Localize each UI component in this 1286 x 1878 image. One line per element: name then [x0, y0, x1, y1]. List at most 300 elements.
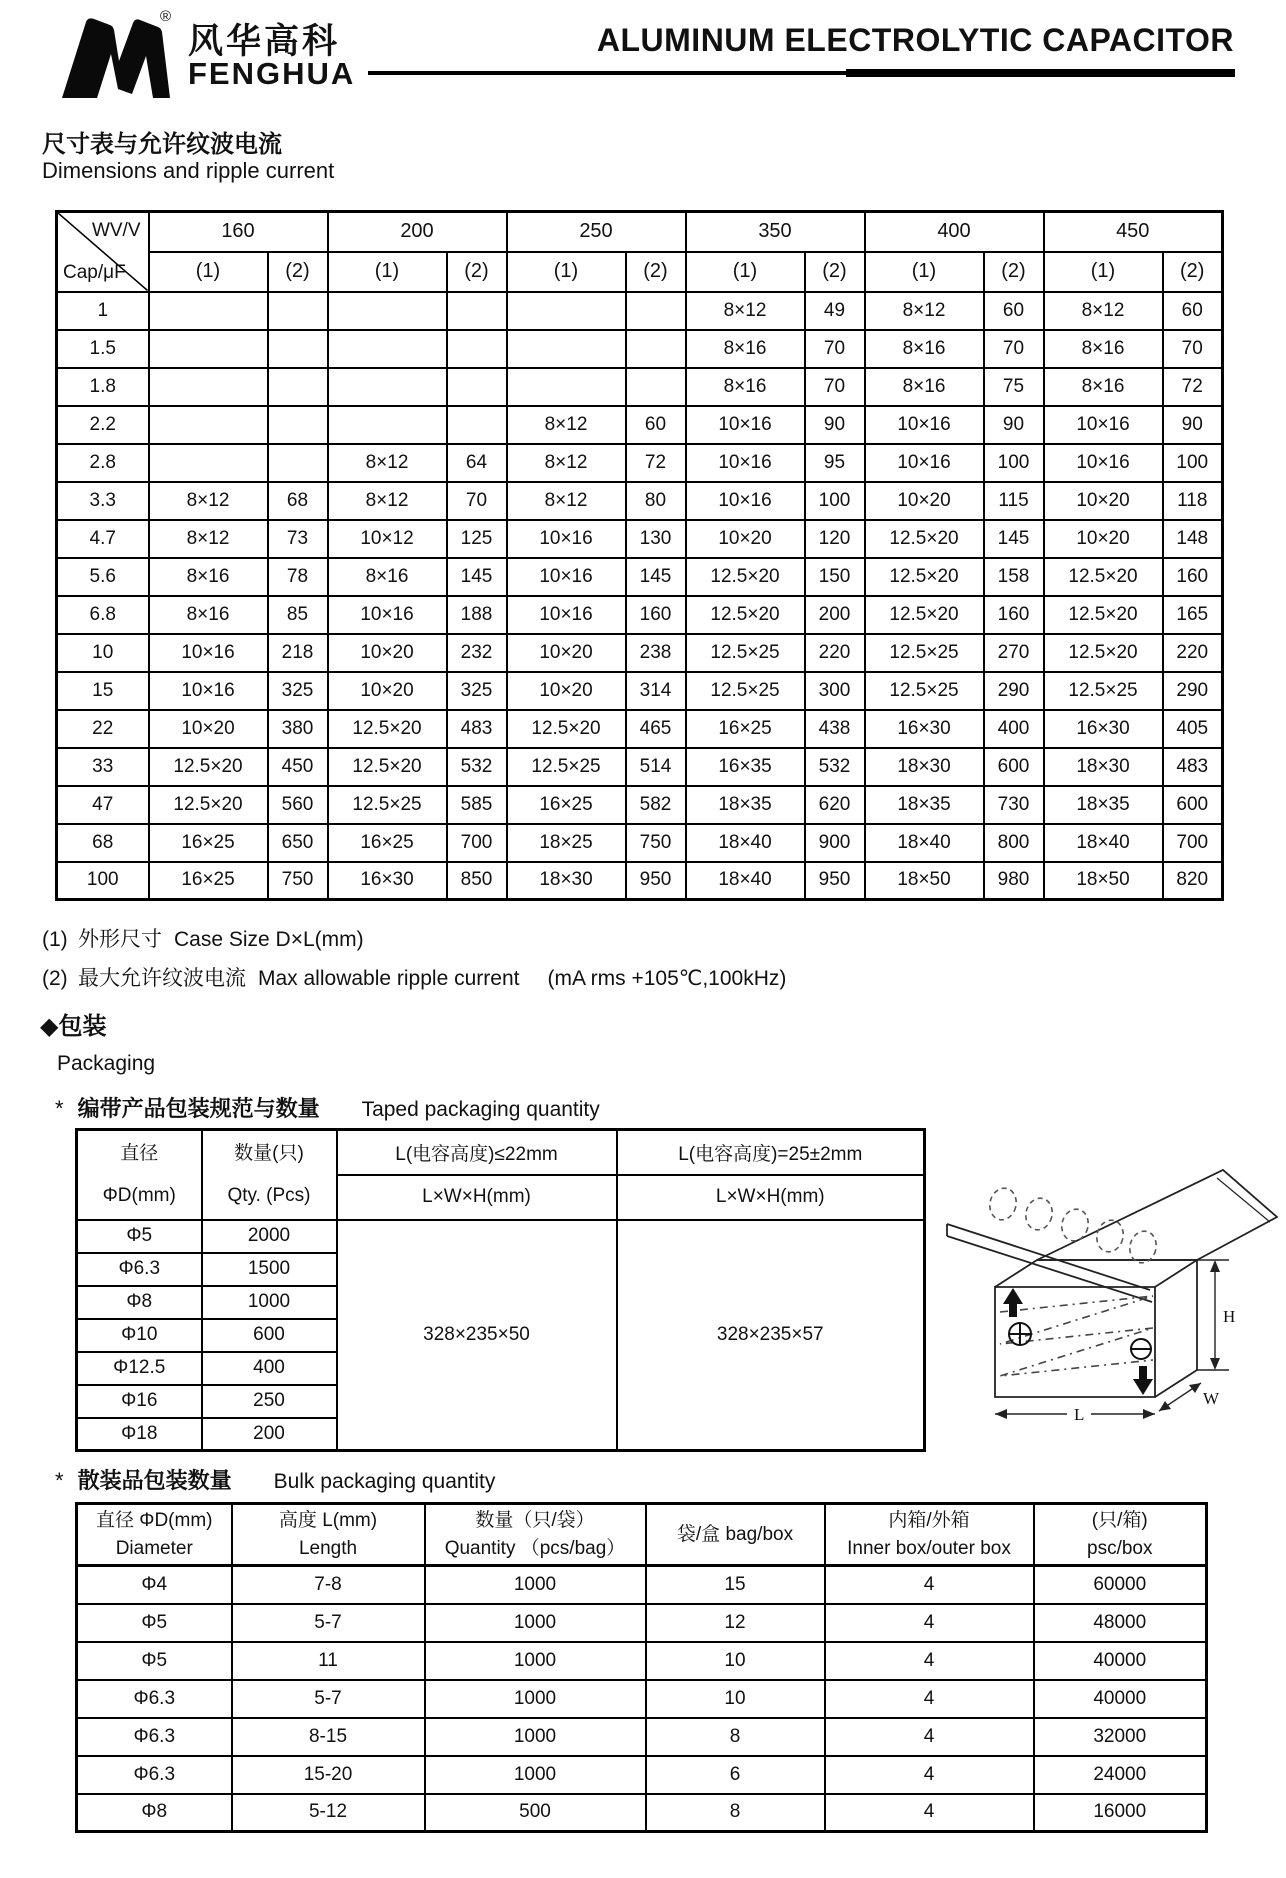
case-size-value: 12.5×20: [328, 748, 447, 786]
case-size-value: 12.5×20: [149, 786, 268, 824]
asterisk-bullet: *: [55, 1468, 64, 1493]
ripple-current-value: 78: [268, 558, 328, 596]
cap-value: 1: [57, 292, 149, 330]
ripple-current-value: 290: [1163, 672, 1223, 710]
case-size-value: 8×16: [1044, 330, 1163, 368]
taped-diameter-value: Φ6.3: [77, 1253, 202, 1286]
ripple-current-value: 314: [626, 672, 686, 710]
taped-col-diameter-cn: 直径: [120, 1142, 159, 1164]
case-size-value: [507, 330, 626, 368]
ripple-current-value: 145: [984, 520, 1044, 558]
case-size-value: 10×16: [507, 520, 626, 558]
case-size-value: 12.5×20: [149, 748, 268, 786]
footnote-2: [42, 959, 786, 998]
case-size-value: 16×30: [865, 710, 984, 748]
case-size-value: 10×20: [1044, 520, 1163, 558]
dim-row: [57, 862, 1223, 900]
ripple-current-value: 70: [805, 368, 865, 406]
ripple-current-value: 514: [626, 748, 686, 786]
taped-table-body: [77, 1220, 925, 1451]
case-size-value: 12.5×20: [865, 520, 984, 558]
bulk-bag-box-value: 15: [646, 1566, 825, 1604]
ripple-current-value: 80: [626, 482, 686, 520]
case-size-value: 10×16: [865, 406, 984, 444]
ripple-current-value: [268, 368, 328, 406]
bulk-length-value: 11: [232, 1642, 425, 1680]
dim-table-body: [57, 292, 1223, 900]
case-size-value: 12.5×20: [686, 596, 805, 634]
case-size-value: 10×16: [507, 558, 626, 596]
ripple-current-value: 730: [984, 786, 1044, 824]
dim-row: [57, 292, 1223, 330]
ripple-current-value: 980: [984, 862, 1044, 900]
case-size-value: [149, 292, 268, 330]
bulk-pcs-box-value: 24000: [1034, 1756, 1207, 1794]
case-size-value: 10×16: [507, 596, 626, 634]
taped-qty-value: 400: [202, 1352, 337, 1385]
bulk-col-bag-box: 袋/盒 bag/box: [646, 1504, 825, 1566]
cap-value: 5.6: [57, 558, 149, 596]
case-size-value: 16×30: [1044, 710, 1163, 748]
ripple-current-value: 300: [805, 672, 865, 710]
ripple-current-value: 600: [1163, 786, 1223, 824]
case-size-value: 16×25: [507, 786, 626, 824]
ripple-current-value: 115: [984, 482, 1044, 520]
sub-header-ripple: (2): [984, 252, 1044, 292]
bulk-bag-box-value: 8: [646, 1718, 825, 1756]
bulk-col-inner-outer: 内箱/外箱 Inner box/outer box: [825, 1504, 1034, 1566]
cap-value: 68: [57, 824, 149, 862]
taped-col-lwh: L×W×H(mm): [337, 1175, 617, 1220]
bulk-inner-outer-value: 4: [825, 1642, 1034, 1680]
bulk-diameter-value: Φ6.3: [77, 1718, 232, 1756]
case-size-value: 10×20: [507, 634, 626, 672]
dim-row: [57, 558, 1223, 596]
bulk-heading: [55, 1464, 495, 1495]
ripple-current-value: 64: [447, 444, 507, 482]
taped-heading-cn: 编带产品包装规范与数量: [77, 1096, 320, 1121]
dim-header-sub: [57, 252, 1223, 292]
ripple-current-value: 160: [1163, 558, 1223, 596]
case-size-value: 8×16: [328, 558, 447, 596]
cap-value: 3.3: [57, 482, 149, 520]
ripple-current-value: 220: [1163, 634, 1223, 672]
bulk-qty-bag-value: 500: [425, 1794, 646, 1832]
case-size-value: 12.5×25: [686, 672, 805, 710]
sub-header-ripple: (2): [447, 252, 507, 292]
section-title-en: Dimensions and ripple current: [42, 158, 335, 183]
bulk-pcs-box-value: 40000: [1034, 1680, 1207, 1718]
bulk-row: [77, 1604, 1207, 1642]
ripple-current-value: 150: [805, 558, 865, 596]
taped-heading: [55, 1092, 600, 1123]
ripple-current-value: [447, 292, 507, 330]
sub-header-ripple: (2): [626, 252, 686, 292]
ripple-current-value: 238: [626, 634, 686, 672]
case-size-value: 10×20: [328, 634, 447, 672]
taped-col-lwh: L×W×H(mm): [617, 1175, 925, 1220]
bulk-inner-outer-value: 4: [825, 1680, 1034, 1718]
bulk-inner-outer-value: 4: [825, 1756, 1034, 1794]
bulk-packaging-table: [75, 1502, 1208, 1833]
taped-qty-value: 2000: [202, 1220, 337, 1253]
cap-value: 2.2: [57, 406, 149, 444]
ripple-current-value: 60: [1163, 292, 1223, 330]
case-size-value: [507, 368, 626, 406]
ripple-current-value: 72: [626, 444, 686, 482]
footnotes: [42, 920, 786, 998]
case-size-value: 18×35: [686, 786, 805, 824]
dim-row: [57, 368, 1223, 406]
taped-col-diameter: [77, 1130, 202, 1220]
bulk-bag-box-value: 10: [646, 1680, 825, 1718]
ripple-current-value: 218: [268, 634, 328, 672]
footnote-1: [42, 920, 786, 959]
ripple-current-value: 125: [447, 520, 507, 558]
dim-label-l: L: [1074, 1405, 1085, 1424]
ripple-current-value: 145: [626, 558, 686, 596]
bulk-row: [77, 1794, 1207, 1832]
taped-qty-value: 250: [202, 1385, 337, 1418]
bulk-diameter-value: Φ8: [77, 1794, 232, 1832]
cap-value: 33: [57, 748, 149, 786]
ripple-current-value: 750: [268, 862, 328, 900]
case-size-value: 10×16: [865, 444, 984, 482]
case-size-value: 10×16: [149, 634, 268, 672]
ripple-current-value: 600: [984, 748, 1044, 786]
case-size-value: 8×12: [149, 482, 268, 520]
taped-col-height-22: L(电容高度)≤22mm: [337, 1130, 617, 1175]
case-size-value: 18×25: [507, 824, 626, 862]
taped-box-size-25: 328×235×57: [617, 1220, 925, 1451]
bulk-pcs-box-value: 16000: [1034, 1794, 1207, 1832]
case-size-value: 8×16: [686, 368, 805, 406]
bulk-length-value: 5-7: [232, 1604, 425, 1642]
bulk-inner-outer-value: 4: [825, 1604, 1034, 1642]
dim-header-voltages: [57, 212, 1223, 252]
brand-name-cn: 风华高科: [188, 22, 341, 61]
case-size-value: 18×40: [865, 824, 984, 862]
cap-value: 22: [57, 710, 149, 748]
bulk-qty-bag-value: 1000: [425, 1642, 646, 1680]
ripple-current-value: 49: [805, 292, 865, 330]
bulk-length-value: 7-8: [232, 1566, 425, 1604]
taped-col-qty: [202, 1130, 337, 1220]
ripple-current-value: 60: [984, 292, 1044, 330]
case-size-value: 18×40: [686, 862, 805, 900]
case-size-value: 8×16: [865, 368, 984, 406]
bulk-pcs-box-value: 48000: [1034, 1604, 1207, 1642]
ripple-current-value: 70: [1163, 330, 1223, 368]
taped-diameter-value: Φ12.5: [77, 1352, 202, 1385]
ripple-current-value: 188: [447, 596, 507, 634]
case-size-value: 18×50: [1044, 862, 1163, 900]
case-size-value: 10×20: [1044, 482, 1163, 520]
cap-value: 10: [57, 634, 149, 672]
taped-col-diameter-en: ΦD(mm): [102, 1184, 176, 1206]
dim-row: [57, 482, 1223, 520]
voltage-header: 160: [149, 212, 328, 252]
case-size-value: 18×50: [865, 862, 984, 900]
case-size-value: 12.5×20: [1044, 596, 1163, 634]
case-size-value: 12.5×20: [1044, 558, 1163, 596]
taped-qty-value: 200: [202, 1418, 337, 1451]
bulk-bag-box-value: 6: [646, 1756, 825, 1794]
dim-row: [57, 634, 1223, 672]
case-size-value: 8×12: [149, 520, 268, 558]
taped-qty-value: 600: [202, 1319, 337, 1352]
ripple-current-value: 165: [1163, 596, 1223, 634]
case-size-value: 8×12: [507, 482, 626, 520]
plus-terminal-icon: [1009, 1323, 1031, 1345]
case-size-value: 8×12: [686, 292, 805, 330]
case-size-value: 8×16: [686, 330, 805, 368]
bulk-qty-bag-value: 1000: [425, 1566, 646, 1604]
footnote-number: (1): [42, 928, 68, 951]
cap-value: 15: [57, 672, 149, 710]
bulk-qty-bag-value: 1000: [425, 1756, 646, 1794]
ripple-current-value: 60: [626, 406, 686, 444]
bulk-heading-cn: 散装品包装数量: [77, 1468, 232, 1493]
ripple-current-value: 750: [626, 824, 686, 862]
ripple-current-value: [268, 406, 328, 444]
minus-terminal-icon: [1131, 1339, 1151, 1359]
dim-row: [57, 672, 1223, 710]
case-size-value: 12.5×25: [328, 786, 447, 824]
taped-diameter-value: Φ18: [77, 1418, 202, 1451]
voltage-header: 400: [865, 212, 1044, 252]
ripple-current-value: [447, 368, 507, 406]
bulk-inner-outer-value: 4: [825, 1566, 1034, 1604]
taped-qty-value: 1000: [202, 1286, 337, 1319]
ripple-current-value: 820: [1163, 862, 1223, 900]
bulk-qty-bag-value: 1000: [425, 1718, 646, 1756]
bulk-header-row: [77, 1504, 1207, 1566]
ripple-current-value: 70: [984, 330, 1044, 368]
bulk-col-qty-bag: 数量（只/袋） Quantity （pcs/bag）: [425, 1504, 646, 1566]
ripple-current-value: [447, 330, 507, 368]
ripple-current-value: 72: [1163, 368, 1223, 406]
case-size-value: [328, 330, 447, 368]
case-size-value: 8×16: [865, 330, 984, 368]
case-size-value: 10×16: [686, 406, 805, 444]
taped-diameter-value: Φ5: [77, 1220, 202, 1253]
case-size-value: 12.5×20: [865, 558, 984, 596]
case-size-value: 10×16: [149, 672, 268, 710]
sub-header-case-size: (1): [149, 252, 268, 292]
bulk-bag-box-value: 12: [646, 1604, 825, 1642]
case-size-value: 18×35: [865, 786, 984, 824]
ripple-current-value: 532: [447, 748, 507, 786]
case-size-value: 10×20: [865, 482, 984, 520]
dim-row: [57, 786, 1223, 824]
bulk-row: [77, 1680, 1207, 1718]
case-size-value: 8×12: [328, 444, 447, 482]
title-underline: [368, 68, 1235, 78]
footnote-text-en: Case Size D×L(mm): [174, 928, 364, 951]
bulk-length-value: 8-15: [232, 1718, 425, 1756]
bulk-table-body: [77, 1566, 1207, 1832]
ripple-current-value: 438: [805, 710, 865, 748]
dim-corner-cell: [57, 212, 149, 292]
ripple-current-value: 483: [447, 710, 507, 748]
cap-value: 4.7: [57, 520, 149, 558]
bulk-inner-outer-value: 4: [825, 1718, 1034, 1756]
ripple-current-value: [626, 330, 686, 368]
taped-packaging-table: [75, 1128, 926, 1452]
ripple-current-value: 160: [984, 596, 1044, 634]
bulk-length-value: 15-20: [232, 1756, 425, 1794]
case-size-value: 16×35: [686, 748, 805, 786]
case-size-value: 10×20: [149, 710, 268, 748]
ripple-current-value: 465: [626, 710, 686, 748]
ripple-current-value: 800: [984, 824, 1044, 862]
case-size-value: [149, 444, 268, 482]
ripple-current-value: 232: [447, 634, 507, 672]
case-size-value: 12.5×25: [865, 634, 984, 672]
case-size-value: [328, 292, 447, 330]
voltage-header: 200: [328, 212, 507, 252]
taped-diameter-value: Φ16: [77, 1385, 202, 1418]
case-size-value: 10×20: [507, 672, 626, 710]
ripple-current-value: 585: [447, 786, 507, 824]
dim-row: [57, 520, 1223, 558]
ripple-current-value: 532: [805, 748, 865, 786]
case-size-value: 10×20: [686, 520, 805, 558]
ripple-current-value: [268, 444, 328, 482]
taped-capacitors: [987, 1185, 1160, 1265]
ripple-current-value: 270: [984, 634, 1044, 672]
bulk-col-length: 高度 L(mm) Length: [232, 1504, 425, 1566]
packaging-box-diagram: [945, 1162, 1286, 1440]
ripple-current-value: 158: [984, 558, 1044, 596]
ripple-current-value: 90: [1163, 406, 1223, 444]
dim-row: [57, 824, 1223, 862]
case-size-value: 12.5×20: [1044, 634, 1163, 672]
taped-diameter-value: Φ10: [77, 1319, 202, 1352]
case-size-value: 10×16: [686, 444, 805, 482]
ripple-current-value: 405: [1163, 710, 1223, 748]
bulk-qty-bag-value: 1000: [425, 1604, 646, 1642]
fenghua-logo-icon: [55, 14, 177, 100]
ripple-current-value: 118: [1163, 482, 1223, 520]
ripple-current-value: 850: [447, 862, 507, 900]
diamond-bullet-icon: ◆: [40, 1013, 59, 1040]
bulk-diameter-value: Φ5: [77, 1642, 232, 1680]
case-size-value: 10×16: [1044, 444, 1163, 482]
case-size-value: 12.5×25: [1044, 672, 1163, 710]
brand-name-en: FENGHUA: [188, 56, 356, 91]
ripple-current-value: 145: [447, 558, 507, 596]
case-size-value: 12.5×20: [865, 596, 984, 634]
sub-header-ripple: (2): [805, 252, 865, 292]
dim-row: [57, 710, 1223, 748]
ripple-current-value: 560: [268, 786, 328, 824]
ripple-current-value: 483: [1163, 748, 1223, 786]
case-size-value: 18×30: [865, 748, 984, 786]
bulk-row: [77, 1566, 1207, 1604]
taped-heading-en: Taped packaging quantity: [361, 1098, 600, 1121]
sub-header-case-size: (1): [686, 252, 805, 292]
ripple-current-value: 400: [984, 710, 1044, 748]
footnote-text-cn: 最大允许纹波电流: [78, 967, 246, 990]
taped-col-height-25: L(电容高度)=25±2mm: [617, 1130, 925, 1175]
ripple-current-value: 325: [268, 672, 328, 710]
dim-row: [57, 444, 1223, 482]
dim-row: [57, 748, 1223, 786]
asterisk-bullet: *: [55, 1096, 64, 1121]
ripple-current-value: 950: [805, 862, 865, 900]
cap-value: 2.8: [57, 444, 149, 482]
ripple-current-value: 582: [626, 786, 686, 824]
bulk-bag-box-value: 8: [646, 1794, 825, 1832]
bulk-diameter-value: Φ5: [77, 1604, 232, 1642]
case-size-value: 12.5×25: [507, 748, 626, 786]
bulk-row: [77, 1756, 1207, 1794]
ripple-current-value: 68: [268, 482, 328, 520]
case-size-value: 12.5×20: [507, 710, 626, 748]
packaging-title-cn: 包装: [58, 1013, 107, 1040]
ripple-current-value: 700: [447, 824, 507, 862]
case-size-value: 16×30: [328, 862, 447, 900]
footnote-condition: (mA rms +105℃,100kHz): [547, 967, 787, 990]
case-size-value: 10×12: [328, 520, 447, 558]
ripple-current-value: 73: [268, 520, 328, 558]
ripple-current-value: [447, 406, 507, 444]
ripple-current-value: 130: [626, 520, 686, 558]
case-size-value: 12.5×25: [865, 672, 984, 710]
case-size-value: 8×12: [328, 482, 447, 520]
ripple-current-value: 380: [268, 710, 328, 748]
ripple-current-value: 160: [626, 596, 686, 634]
ripple-current-value: 290: [984, 672, 1044, 710]
case-size-value: 8×12: [1044, 292, 1163, 330]
ripple-current-value: 90: [805, 406, 865, 444]
sub-header-case-size: (1): [865, 252, 984, 292]
dim-label-h: H: [1223, 1307, 1236, 1326]
case-size-value: 10×16: [1044, 406, 1163, 444]
bulk-diameter-value: Φ4: [77, 1566, 232, 1604]
voltage-header: 250: [507, 212, 686, 252]
corner-label-voltage: WV/V: [91, 220, 141, 241]
case-size-value: [328, 406, 447, 444]
bulk-pcs-box-value: 32000: [1034, 1718, 1207, 1756]
case-size-value: 16×25: [149, 862, 268, 900]
case-size-value: 10×16: [328, 596, 447, 634]
case-size-value: [149, 330, 268, 368]
taped-diameter-value: Φ8: [77, 1286, 202, 1319]
ripple-current-value: 100: [805, 482, 865, 520]
sub-header-case-size: (1): [507, 252, 626, 292]
case-size-value: [328, 368, 447, 406]
sub-header-ripple: (2): [1163, 252, 1223, 292]
dim-row: [57, 330, 1223, 368]
taped-box-size-22: 328×235×50: [337, 1220, 617, 1451]
case-size-value: 8×12: [865, 292, 984, 330]
taped-col-qty-en: Qty. (Pcs): [227, 1184, 311, 1206]
case-size-value: 18×40: [1044, 824, 1163, 862]
ripple-current-value: [626, 292, 686, 330]
case-size-value: 16×25: [328, 824, 447, 862]
voltage-header: 450: [1044, 212, 1223, 252]
ripple-current-value: [268, 292, 328, 330]
ripple-current-value: 200: [805, 596, 865, 634]
page-title: ALUMINUM ELECTROLYTIC CAPACITOR: [596, 22, 1234, 58]
ripple-current-value: 120: [805, 520, 865, 558]
case-size-value: 12.5×20: [686, 558, 805, 596]
footnote-text-cn: 外形尺寸: [78, 928, 162, 951]
bulk-length-value: 5-7: [232, 1680, 425, 1718]
